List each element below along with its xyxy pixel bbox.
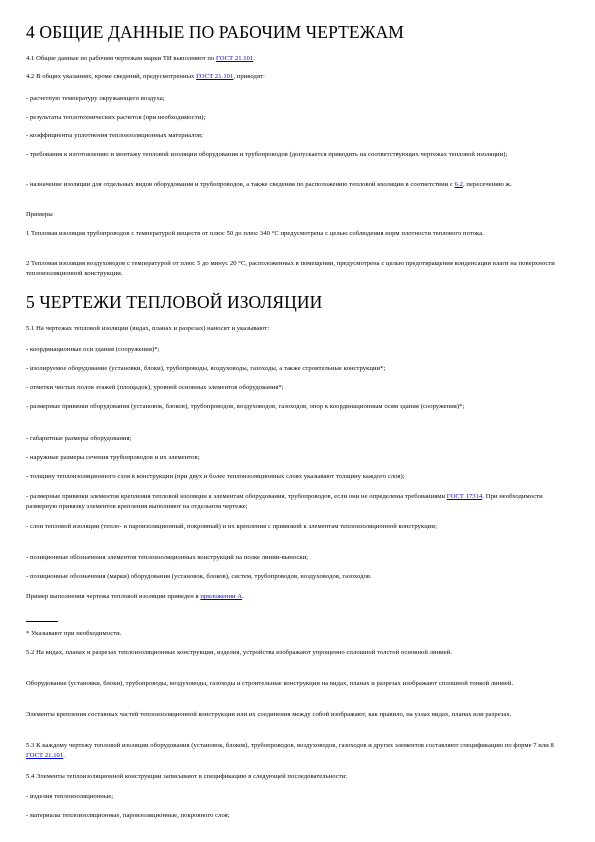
list-item: - габаритные размеры оборудования; bbox=[26, 435, 132, 442]
list-item: - изделия теплоизоляционные; bbox=[26, 793, 114, 800]
section-5-heading: 5 ЧЕРТЕЖИ ТЕПЛОВОЙ ИЗОЛЯЦИИ bbox=[26, 292, 323, 312]
paragraph-5-1: 5.1 На чертежах тепловой изоляции (видах, планах и разрезах) наносят и указывают: bbox=[26, 325, 270, 332]
list-item: - толщину теплоизоляционного слоя в конструкции (при двух и более теплоизоляционных слоях указывают толщину каждого слоя); bbox=[26, 473, 405, 480]
list-item: - материалы теплоизоляционные, пароизоляционные, покровного слоя; bbox=[26, 812, 230, 819]
section-4-heading: 4 ОБЩИЕ ДАННЫЕ ПО РАБОЧИМ ЧЕРТЕЖАМ bbox=[26, 22, 404, 42]
gost-21-101-link[interactable]: ГОСТ 21.101 bbox=[196, 73, 234, 80]
paragraph-5-2: 5.2 На видах, планах и разрезах теплоизоляционные конструкции, изделия, устройства изображают упрощенно сплошной толстой основной линией. bbox=[26, 649, 453, 656]
footnote-divider bbox=[26, 621, 58, 622]
paragraph-5-2-cont: Элементы крепления составных частей теплоизоляционной конструкции или их соединения между собой изображают, как правило, на узлах видах, планах или разрезах. bbox=[26, 711, 512, 718]
list-item: - результаты теплотехнических расчетов (при необходимости); bbox=[26, 114, 206, 121]
example-reference: Пример выполнения чертежа тепловой изоляции приведен в приложении А. bbox=[26, 593, 244, 600]
list-item: - слои тепловой изоляции (тепло- и пароизоляционный, покровный) и их крепления с привязкой к элементам теплоизоляционной конструкции; bbox=[26, 523, 437, 530]
list-item: - координационные оси здания (сооружения)*; bbox=[26, 346, 160, 353]
examples-label: Примеры bbox=[26, 211, 53, 218]
list-item: - расчетную температуру окружающего воздуха; bbox=[26, 95, 165, 102]
list-item: - позиционные обозначения (марки) оборудования (установок, блоков), систем, трубопроводов, воздуховодов, газоходов. bbox=[26, 573, 372, 580]
paragraph-5-4: 5.4 Элементы теплоизоляционной конструкции записывают в спецификацию в следующей последовательности: bbox=[26, 773, 348, 780]
example-1: 1 Тепловая изоляция трубопроводов с температурой веществ от плюс 50 до плюс 340 °С предусмотрена с целью соблюдения норм плотности теплового потока. bbox=[26, 230, 484, 237]
paragraph-4-2: 4.2 В общих указаниях, кроме сведений, предусмотренных ГОСТ 21.101, приводят: bbox=[26, 73, 265, 80]
paragraph-5-2-cont: Оборудование (установки, блоки), трубопроводы, воздуховоды, газоходы и строительные конструкции на видах, планах и разрезах изображают сплошной тонкой линией. bbox=[26, 680, 514, 687]
footnote: * Указывают при необходимости. bbox=[26, 630, 122, 637]
list-item: - размерные привязки элементов крепления тепловой изоляции к элементам оборудования, трубопроводов, если они не определены требованиями ГОСТ 17314. При необходимости размерную привязку элементов крепления выполняют на отдельном чертеже; bbox=[26, 493, 543, 510]
list-item: - отметки чистых полов этажей (площадок), уровней основных элементов оборудования*; bbox=[26, 384, 284, 391]
paragraph-4-1: 4.1 Общие данные по рабочим чертежам марки ТИ выполняют по ГОСТ 21.101. bbox=[26, 55, 255, 62]
gost-21-101-link[interactable]: ГОСТ 21.101 bbox=[26, 751, 64, 759]
list-item: - размерные привязки оборудования (установок, блоков), трубопроводов, воздуховодов, газоходов, опор к координационным осям здания (сооружения)*; bbox=[26, 403, 465, 410]
paragraph-5-3: 5.3 К каждому чертежу тепловой изоляции оборудования (установок, блоков), трубопроводов, воздуховодов, газоходов и других элементов составляют спецификацию по форме 7 или 8 ГОСТ 21.101. bbox=[26, 742, 554, 759]
gost-21-101-link[interactable]: ГОСТ 21.101 bbox=[216, 55, 254, 62]
list-item: - коэффициенты уплотнения теплоизоляционных материалов; bbox=[26, 132, 203, 139]
list-item: - позиционные обозначения элементов теплоизоляционных конструкций на полке линии-выноски; bbox=[26, 554, 309, 561]
example-2: 2 Тепловая изоляция воздуховодов с температурой от плюс 5 до минус 20 °С, расположенных в помещении, предусмотрена с целью предотвращения конденсации влаги на поверхности теплоизоляционной конструкции. bbox=[26, 260, 555, 277]
gost-17314-link[interactable]: ГОСТ 17314 bbox=[446, 493, 483, 500]
appendix-a-link[interactable]: приложении А bbox=[200, 593, 243, 600]
section-6-2-link[interactable]: 6.2 bbox=[454, 181, 464, 188]
list-item: - назначение изоляции для отдельных видов оборудования и трубопроводов, а также сведения по расположению тепловой изоляции в соответствии с 6.2, пересечению ж. bbox=[26, 181, 512, 188]
list-item: - изолируемое оборудование (установки, блоки), трубопроводы, воздуховоды, газоходы, а также строительные конструкции*; bbox=[26, 365, 386, 372]
list-item: - требования к изготовлению и монтажу тепловой изоляции оборудования и трубопроводов (допускается приводить на соответствующих чертежах тепловой изоляции); bbox=[26, 151, 508, 158]
list-item: - наружные размеры сечения трубопроводов и их элементов; bbox=[26, 454, 200, 461]
